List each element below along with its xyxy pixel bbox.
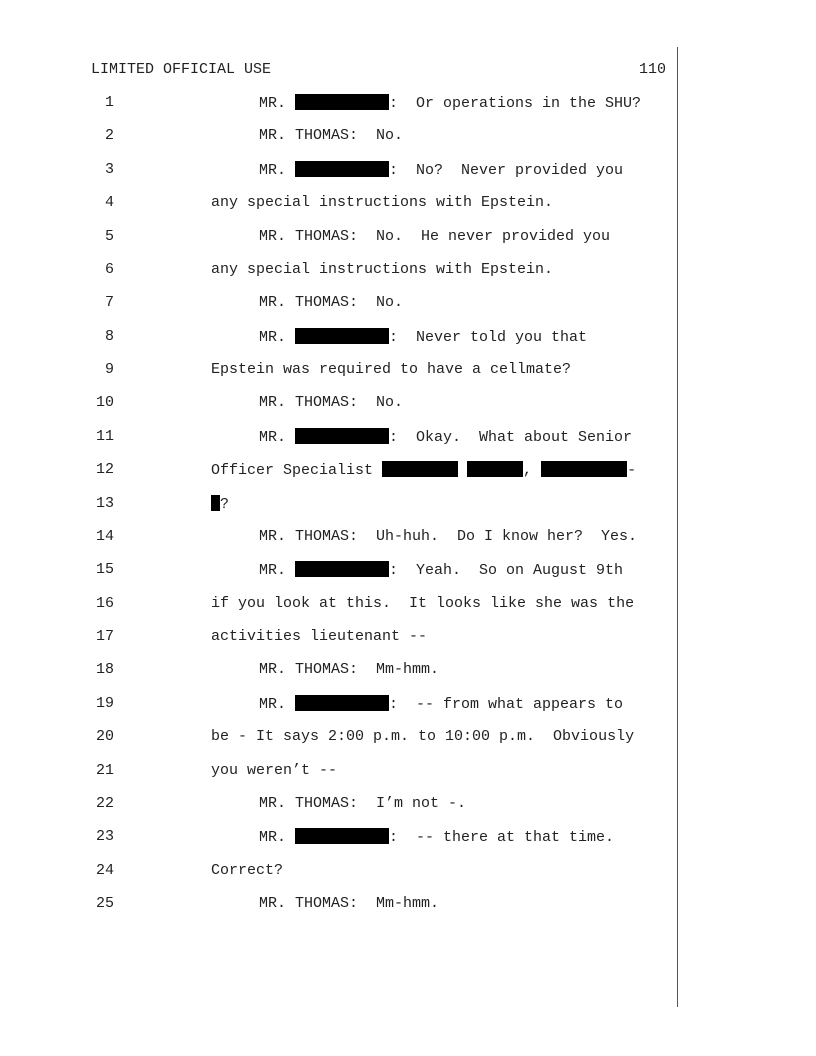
line-text-segment: be - It says 2:00 p.m. to 10:00 p.m. Obviously (211, 728, 635, 745)
transcript-line (259, 661, 439, 678)
transcript-line (259, 795, 466, 812)
line-number: 12 (95, 461, 114, 478)
line-text-segment: any special instructions with Epstein. (211, 194, 554, 211)
line-text-segment: : Okay. What about Senior (389, 429, 633, 446)
line-text-segment: : -- from what appears to (389, 696, 624, 713)
line-number: 14 (95, 528, 114, 545)
line-number: 13 (95, 495, 114, 512)
line-text-segment: , (523, 462, 542, 479)
line-number: 1 (104, 94, 114, 111)
redaction-box (295, 161, 389, 177)
line-number: 10 (95, 394, 114, 411)
transcript-line (211, 762, 337, 779)
transcript-line (211, 595, 634, 612)
line-text-segment: : -- there at that time. (389, 829, 615, 846)
line-number: 22 (95, 795, 114, 812)
transcript-line (211, 361, 571, 378)
line-number: 9 (104, 361, 114, 378)
redaction-box (211, 495, 220, 511)
transcript-line (211, 862, 283, 879)
redaction-box (295, 828, 389, 844)
transcript-line (259, 895, 439, 912)
transcript-line (259, 828, 614, 846)
transcript-line (259, 161, 623, 179)
line-text-segment: MR. THOMAS: No. (259, 394, 404, 411)
transcript-line (211, 628, 427, 645)
right-margin-rule (677, 47, 678, 1007)
transcript-line (259, 528, 637, 545)
redaction-box (295, 328, 389, 344)
redaction-box (382, 461, 458, 477)
line-text-segment: MR. THOMAS: No. (259, 127, 404, 144)
transcript-line (259, 695, 623, 713)
line-text-segment: - (627, 462, 637, 479)
transcript-line (259, 394, 403, 411)
line-number: 7 (104, 294, 114, 311)
transcript-line (211, 728, 634, 745)
page-number: 110 (638, 61, 666, 78)
line-number: 24 (95, 862, 114, 879)
redaction-box (295, 695, 389, 711)
line-number: 5 (104, 228, 114, 245)
line-text-segment: Correct? (211, 862, 284, 879)
line-number: 3 (104, 161, 114, 178)
transcript-line (211, 461, 636, 479)
line-text-segment: you weren’t -- (211, 762, 338, 779)
line-number: 11 (95, 428, 114, 445)
line-number: 20 (95, 728, 114, 745)
line-text-segment: MR. (259, 696, 296, 713)
line-number: 4 (104, 194, 114, 211)
transcript-line (211, 194, 553, 211)
line-number: 15 (95, 561, 114, 578)
line-text-segment: MR. (259, 562, 296, 579)
line-number: 18 (95, 661, 114, 678)
redaction-box (295, 428, 389, 444)
line-number: 17 (95, 628, 114, 645)
transcript-line (211, 261, 553, 278)
line-text-segment: if you look at this. It looks like she was the (211, 595, 635, 612)
line-text-segment: : Or operations in the SHU? (389, 95, 642, 112)
classification-header: LIMITED OFFICIAL USE (91, 61, 272, 78)
line-text-segment: Officer Specialist (211, 462, 383, 479)
line-text-segment: MR. (259, 329, 296, 346)
line-number: 25 (95, 895, 114, 912)
redaction-box (467, 461, 523, 477)
line-text-segment: : No? Never provided you (389, 162, 624, 179)
line-text-segment: MR. THOMAS: I’m not -. (259, 795, 467, 812)
line-text-segment: MR. (259, 95, 296, 112)
transcript-line (259, 127, 403, 144)
transcript-line (259, 228, 610, 245)
line-number: 23 (95, 828, 114, 845)
line-text-segment: MR. (259, 162, 296, 179)
line-text-segment: MR. THOMAS: No. (259, 294, 404, 311)
line-text-segment: : Never told you that (389, 329, 588, 346)
transcript-line (259, 94, 641, 112)
line-text-segment: ? (220, 496, 230, 513)
line-text-segment: MR. THOMAS: Uh-huh. Do I know her? Yes. (259, 528, 638, 545)
redaction-box (541, 461, 627, 477)
line-text-segment: Epstein was required to have a cellmate? (211, 361, 572, 378)
line-number: 16 (95, 595, 114, 612)
line-text-segment: MR. THOMAS: No. He never provided you (259, 228, 611, 245)
transcript-line (211, 495, 229, 513)
line-number: 21 (95, 762, 114, 779)
transcript-line (259, 428, 632, 446)
transcript-line (259, 328, 587, 346)
line-text-segment: MR. THOMAS: Mm-hmm. (259, 661, 440, 678)
line-number: 2 (104, 127, 114, 144)
line-text-segment: MR. THOMAS: Mm-hmm. (259, 895, 440, 912)
line-number: 6 (104, 261, 114, 278)
line-text-segment: : Yeah. So on August 9th (389, 562, 624, 579)
line-text-segment: MR. (259, 829, 296, 846)
line-number: 8 (104, 328, 114, 345)
redaction-box (295, 94, 389, 110)
line-number: 19 (95, 695, 114, 712)
redaction-box (295, 561, 389, 577)
line-text-segment: any special instructions with Epstein. (211, 261, 554, 278)
transcript-line (259, 294, 403, 311)
line-text-segment: MR. (259, 429, 296, 446)
line-text-segment (458, 462, 467, 479)
line-text-segment: activities lieutenant -- (211, 628, 428, 645)
transcript-line (259, 561, 623, 579)
